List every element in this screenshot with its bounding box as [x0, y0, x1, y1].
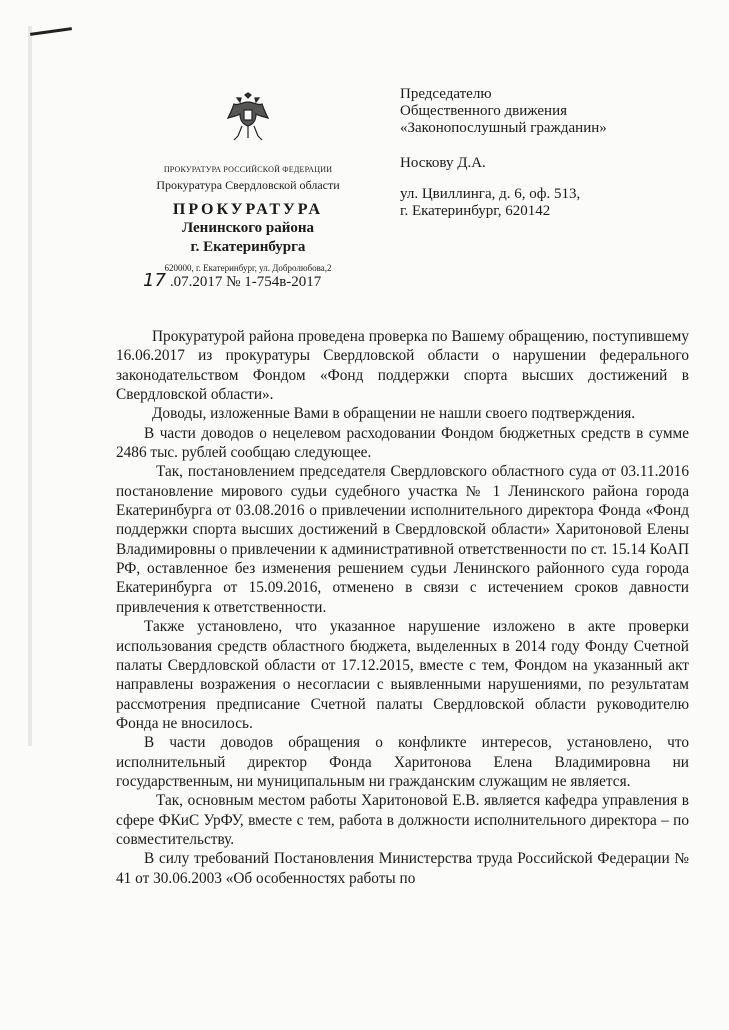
- letter-body: [116, 327, 689, 888]
- paragraph-7: Так, основным местом работы Харитоновой Е.В. является кафедра управления в сфере ФКиС УрФУ, вместе с тем, работа в должности исполнительного директора – по совместительству.: [116, 792, 689, 848]
- addressee-name: Носкову Д.А.: [400, 155, 486, 171]
- org-federal-label: ПРОКУРАТУРА РОССИЙСКОЙ ФЕДЕРАЦИИ: [163, 165, 333, 174]
- document-reference: [143, 270, 321, 291]
- addressee-line-3: «Законопослушный гражданин»: [400, 120, 607, 136]
- paragraph-8: В силу требований Постановления Министерства труда Российской Федерации № 41 от 30.06.2003 «Об особенностях работы по: [116, 850, 689, 887]
- paragraph-5: Также установлено, что указанное нарушение изложено в акте проверки использования средств областного бюджета, выделенных в 2014 году Фонду Счетной палаты Свердловской области от 17.12.2015, вместе с тем, Фондом на указанный акт направлены возражения о несогласии с выявленными нарушениями, по результатам рассмотрения предписание Счетной палаты Свердловской области руководителю Фонда не вносилось.: [116, 618, 689, 732]
- document-number: .07.2017 № 1-754в-2017: [169, 274, 322, 290]
- org-title: ПРОКУРАТУРА: [172, 201, 324, 218]
- paragraph-6: В части доводов обращения о конфликте интересов, установлено, что исполнительный директор Фонда Харитонова Елена Владимировна ни государственным, ни муниципальным ни гражданским служащим не является.: [116, 734, 689, 790]
- addressee-block: [400, 86, 700, 220]
- addressee-address-1: ул. Цвиллинга, д. 6, оф. 513,: [400, 186, 581, 202]
- org-region-label: Прокуратура Свердловской области: [156, 178, 340, 192]
- paragraph-3: В части доводов о нецелевом расходовании Фондом бюджетных средств в сумме 2486 тыс. рублей сообщаю следующее.: [116, 424, 689, 462]
- addressee-line-1: Председателю: [400, 86, 492, 102]
- org-district-line-1: Ленинского района: [181, 220, 315, 236]
- handwritten-day: 17: [143, 270, 166, 291]
- org-address: 620000, г. Екатеринбург, ул. Добролюбова,2: [164, 263, 332, 273]
- double-headed-eagle-emblem-icon: [226, 92, 270, 144]
- paragraph-1: Прокуратурой района проведена проверка по Вашему обращению, поступившему 16.06.2017 из прокуратуры Свердловской области о нарушении федерального законодательством Фондом «Фонд поддержки спорта высших достижений в Свердловской области».: [116, 328, 689, 404]
- paragraph-2: Доводы, изложенные Вами в обращении не нашли своего подтверждения.: [152, 405, 636, 423]
- addressee-line-2: Общественного движения: [400, 103, 568, 119]
- org-district-line-2: г. Екатеринбурга: [190, 239, 306, 255]
- addressee-address-2: г. Екатеринбург, 620142: [400, 203, 551, 219]
- letterhead: [138, 92, 358, 273]
- scan-margin-shadow: [28, 26, 32, 746]
- handwritten-corner-mark: [30, 27, 72, 36]
- paragraph-4: Так, постановлением председателя Свердловского областного суда от 03.11.2016 постановление мирового судьи судебного участка № 1 Ленинского района города Екатеринбурга от 03.08.2016 о привлечении исполнительного директора Фонда «Фонд поддержки спорта высших достижений в Свердловской области» Харитоновой Елены Владимировны о привлечении к административной ответственности по ст. 15.14 КоАП РФ, оставленное без изменения решением судьи Ленинского районного суда города Екатеринбурга от 15.09.2016, отменено в связи с истечением сроков давности привлечения к ответственности.: [116, 463, 689, 616]
